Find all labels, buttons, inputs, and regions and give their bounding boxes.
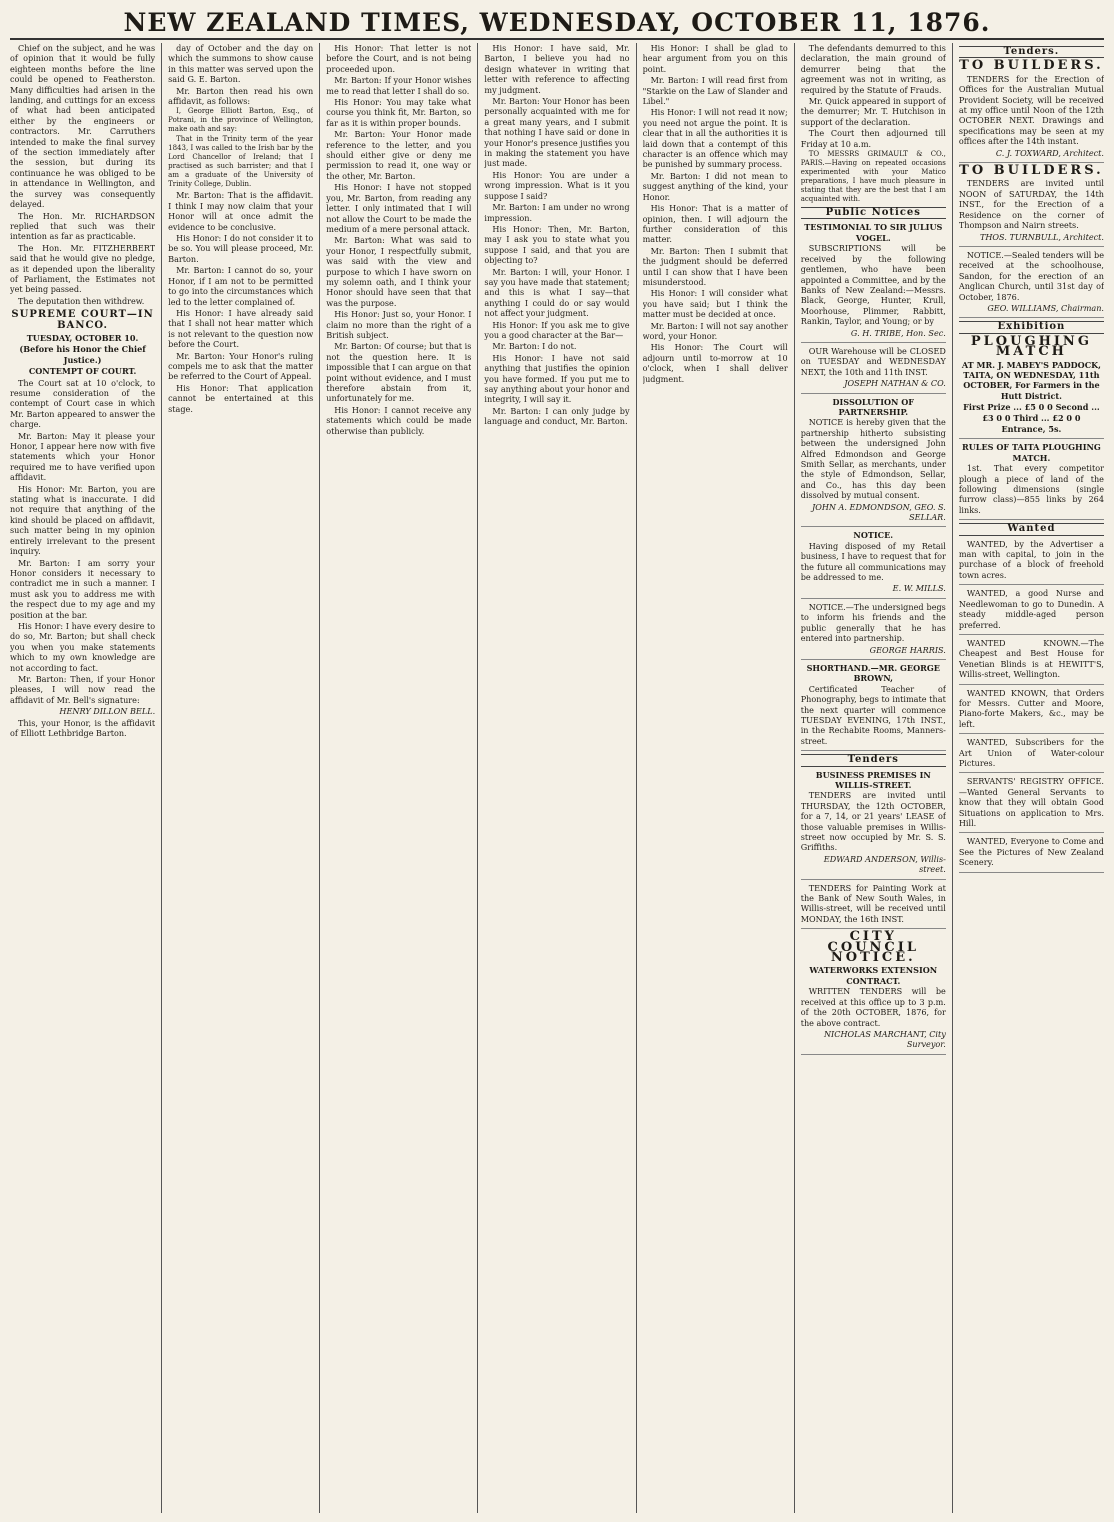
ploughing-match: [959, 333, 1104, 440]
paragraph: His Honor: That application cannot be entertained at this stage.: [168, 382, 314, 414]
tender-body: TENDERS for Painting Work at the Bank of New South Wales, in Willis-street, will be received until MONDAY, the 16th INST.: [800, 882, 946, 924]
signature: HENRY DILLON BELL.: [59, 706, 156, 717]
paragraph: His Honor: You are under a wrong impression. What is it you suppose I said?: [484, 169, 630, 201]
paragraph: Mr. Barton: May it please your Honor, I appear here now with five statements which your Honor required me to have verified upon affidavit.: [10, 430, 156, 483]
tender-willis-street: [801, 770, 946, 880]
notice-signature: JOSEPH NATHAN & CO.: [844, 378, 946, 389]
paragraph: His Honor: Then, Mr. Barton, may I ask you to state what you suppose I said, and that you are objecting to?: [484, 223, 630, 266]
paragraph: Mr. Barton: I am under no wrong impression.: [484, 202, 630, 223]
court-subheading: (Before his Honor the Chief Justice.): [19, 344, 146, 365]
paragraph: His Honor: That letter is not before the Court, and is not being proceeded upon.: [326, 43, 472, 74]
exhibition-title: PLOUGHING MATCH: [970, 333, 1092, 360]
notice-signature: JOHN A. EDMONDSON, GEO. S. SELLAR.: [811, 501, 946, 523]
notice-partnership: [801, 602, 946, 660]
wanted-ad: [959, 776, 1104, 833]
affidavit-text: That in the Trinity term of the year 1843, I was called to the Irish bar by the Lord Chancellor of Ireland; that I practised as such barrister; and that I am a graduate of the University of Trinity College, Dublin.: [168, 135, 314, 189]
tender-builders-1: [958, 58, 1104, 163]
paragraph: His Honor: I do not consider it to be so. You will please proceed, Mr. Barton.: [168, 233, 314, 264]
rules-title: RULES OF TAITA PLOUGHING MATCH.: [962, 442, 1101, 463]
column-divider: [636, 43, 637, 1513]
column-6: [801, 43, 946, 1513]
paragraph: His Honor: I shall be glad to hear argument from you on this point.: [642, 43, 788, 74]
wanted-text: WANTED, Everyone to Come and See the Pictures of New Zealand Scenery.: [958, 836, 1104, 868]
wanted-text: WANTED, a good Nurse and Needlewoman to go to Dunedin. A steady middle-aged person preferred.: [958, 588, 1104, 630]
column-1: [10, 43, 155, 1513]
paragraph: Mr. Barton: Your Honor's ruling compels me to ask that the matter be referred to the Court of Appeal.: [168, 350, 314, 382]
notice-title: SHORTHAND.—MR. GEORGE BROWN,: [806, 662, 940, 684]
notice-title: TESTIMONIAL TO SIR JULIUS VOGEL.: [804, 222, 943, 243]
wanted-text: WANTED, by the Advertiser a man with capital, to join in the purchase of a block of freehold town acres.: [958, 538, 1104, 580]
paragraph: His Honor: I have not said anything that justifies the opinion you have formed. If you put me to say anything about your honor and integrity, I will say it.: [484, 352, 630, 405]
court-heading: SUPREME COURT—IN BANCO.: [11, 309, 154, 331]
column-7: [959, 43, 1104, 1513]
paragraph: His Honor: You may take what course you think fit, Mr. Barton, so far as it is within proper bounds.: [326, 97, 472, 128]
notice-warehouse: [801, 346, 946, 394]
paragraph: Chief on the subject, and he was of opinion that it would be fully eighteen months before the line could be opened to Featherston. Many difficulties had arisen in the landing, and cuttings for an excess of what had been anticipated either by the engineers or contractors. Mr. Carruthers intended to make the final survey of the section immediately after the session, but during its continuance he was obliged to be in attendance in Wellington, and the survey was consequently delayed.: [10, 43, 156, 210]
notice-title: DISSOLUTION OF PARTNERSHIP.: [832, 396, 915, 417]
column-divider: [319, 43, 320, 1513]
notice-body: NOTICE is hereby given that the partnership hitherto subsisting between the undersigned John Alfred Edmondson and George Smith Sellar, as merchants, under the style of Edmondson, Sellar, and Co., has this day been dissolved by mutual consent.: [800, 417, 946, 501]
tenders-heading: Tenders.: [959, 46, 1104, 58]
paragraph: His Honor: The Court will adjourn until to-morrow at 10 o'clock, when I shall deliver judgment.: [642, 342, 788, 384]
tender-body: NOTICE.—Sealed tenders will be received at the schoolhouse, Sandon, for the erection of an Anglican Church, until 31st day of October, 1876.: [958, 249, 1104, 302]
paragraph: Mr. Barton then read his own affidavit, as follows:: [168, 85, 314, 107]
columns-container: [10, 38, 1104, 1513]
exhibition-body: AT MR. J. MABEY'S PADDOCK, TAITA, ON WEDNESDAY, 11th OCTOBER, For Farmers in the Hutt District.: [961, 359, 1101, 401]
tender-title: BUSINESS PREMISES IN WILLIS-STREET.: [815, 769, 931, 790]
paragraph: Mr. Barton: I am sorry your Honor considers it necessary to contradict me in such a manner. I must ask you to address me with the respect due to my age and my position at the bar.: [10, 557, 156, 620]
tender-signature: NICHOLAS MARCHANT, City Surveyor.: [823, 1028, 946, 1050]
wanted-text: SERVANTS' REGISTRY OFFICE.—Wanted General Servants to know that they will obtain Good Situations on application to Mrs. Hill.: [958, 776, 1104, 828]
paragraph: The Hon. Mr. FITZHERBERT said that he would give no pledge, as it depended upon the liberality of Parliament, the Estimates not yet being passed.: [10, 242, 156, 295]
notice-body: NOTICE.—The undersigned begs to inform his friends and the public generally that he has entered into partnership.: [800, 601, 946, 644]
paragraph: Mr. Barton: Then, if your Honor pleases, I will now read the affidavit of Mr. Bell's signature:: [10, 673, 156, 705]
tender-builders-2: [958, 163, 1104, 247]
paragraph: Mr. Barton: What was said to your Honor, I respectfully submit, was said with the view and purpose to which I have sworn on my solemn oath, and I think your Honor should have seen that that was the purpose.: [326, 235, 472, 308]
paragraph: The deputation then withdrew.: [18, 295, 145, 306]
paragraph: The Hon. Mr. RICHARDSON replied that such was their intention as far as practicable.: [10, 210, 156, 242]
notice-title: NOTICE.: [853, 530, 894, 541]
tender-subtitle: WATERWORKS EXTENSION CONTRACT.: [809, 965, 938, 986]
notice-signature: GEORGE HARRIS.: [869, 644, 946, 655]
paragraph: Mr. Quick appeared in support of the demurrer; Mr. T. Hutchison in support of the declaration.: [800, 96, 946, 127]
wanted-ad: [959, 688, 1104, 735]
tender-title: TO BUILDERS.: [959, 58, 1104, 74]
notice-signature: G. H. TRIBE, Hon. Sec.: [850, 327, 946, 338]
column-divider: [477, 43, 478, 1513]
column-divider: [794, 43, 795, 1513]
paragraph: His Honor: I will not read it now; you need not argue the point. It is clear that in all the authorities it is laid down that a contempt of this character is an offence which may be punished by summary process.: [642, 107, 788, 170]
notice-retail: [801, 530, 946, 598]
notice-shorthand: [801, 663, 946, 751]
tenders-heading: Tenders: [801, 754, 946, 766]
tender-title: CITY COUNCIL NOTICE.: [827, 929, 919, 966]
advertisement-text: TO MESSRS GRIMAULT & CO., PARIS.—Having on repeated occasions experimented with your Matico preparations, I have much pleasure in stating that they are the best that I am acquainted with.: [800, 150, 946, 204]
notice-body: Having disposed of my Retail business, I have to request that for the future all communications may be addressed to me.: [800, 540, 946, 583]
paragraph: Mr. Barton: Then I submit that the judgment should be deferred until I can show that I have been misunderstood.: [642, 245, 788, 287]
paragraph: His Honor: I have already said that I shall not hear matter which is not relevant to the question now before the Court.: [168, 307, 314, 350]
paragraph: His Honor: I have every desire to do so, Mr. Barton; but shall check you when you make statements which to my own knowledge are not according to fact.: [10, 620, 156, 673]
paragraph: His Honor: I have said, Mr. Barton, I believe you had no design whatever in writing that letter with reference to affecting my judgment.: [484, 43, 630, 95]
tender-church: [959, 250, 1104, 318]
tender-body: TENDERS for the Erection of Offices for the Australian Mutual Provident Society, will be received at my office until Noon of the 12th OCTOBER NEXT. Drawings and specifications may be seen at my offices after the 14th instant.: [958, 73, 1104, 147]
wanted-ad: [959, 539, 1104, 586]
paragraph: day of October and the day on which the summons to show cause in this matter was served upon the said G. E. Barton.: [168, 43, 314, 85]
column-divider: [952, 43, 953, 1513]
wanted-text: WANTED, Subscribers for the Art Union of Water-colour Pictures.: [958, 737, 1104, 768]
wanted-text: WANTED KNOWN.—The Cheapest and Best House for Venetian Blinds is at HEWITT'S, Willis-street, Wellington.: [958, 637, 1104, 680]
column-3: [326, 43, 471, 1513]
exhibition-heading: Exhibition: [959, 321, 1104, 333]
court-case: CONTEMPT OF COURT.: [28, 366, 137, 377]
masthead: [10, 6, 1104, 38]
paragraph: His Honor: I will consider what you have said; but I think the matter must be decided at once.: [642, 288, 788, 320]
tender-title: TO BUILDERS.: [959, 163, 1104, 179]
wanted-heading: Wanted: [959, 523, 1104, 535]
wanted-text: WANTED KNOWN, that Orders for Messrs. Cutter and Moore, Piano-forte Makers, &c., may be left.: [958, 687, 1104, 729]
rules-body: 1st. That every competitor plough a piece of land of the following dimensions (single furrow class)—855 links by 264 links.: [958, 463, 1104, 515]
court-date: TUESDAY, OCTOBER 10.: [26, 332, 139, 343]
paragraph: Mr. Barton: That is the affidavit. I think I may now claim that your Honor will at once admit the evidence to be conclusive.: [168, 190, 314, 232]
tender-signature: GEO. WILLIAMS, Chairman.: [987, 302, 1104, 313]
tender-body: TENDERS are invited until THURSDAY, the 12th OCTOBER, for a 7, 14, or 21 years' LEASE of those valuable premises in Willis-street now occupied by Mr. S. S. Griffiths.: [800, 790, 946, 853]
tender-painting: [801, 883, 946, 930]
affidavit-text: I, George Elliott Barton, Esq., of Potrani, in the province of Wellington, make oath and say:: [168, 107, 314, 134]
paragraph: Mr. Barton: Of course; but that is not the question here. It is impossible that I can argue on that point without evidence, and I must therefore abstain from it, unfortunately for me.: [326, 341, 472, 404]
public-notices-heading: Public Notices: [801, 207, 946, 219]
exhibition-prizes: First Prize ... £5 0 0 Second ... £3 0 0 Third ... £2 0 0: [963, 402, 1100, 423]
paragraph: His Honor: That is a matter of opinion, then. I will adjourn the further consideration of this matter.: [642, 203, 788, 245]
paragraph: This, your Honor, is the affidavit of Elliott Lethbridge Barton.: [10, 717, 156, 738]
notice-body: Certificated Teacher of Phonography, begs to intimate that the next quarter will commence TUESDAY EVENING, 17th INST., in the Rechabite Rooms, Manners-street.: [800, 683, 946, 746]
paragraph: The Court sat at 10 o'clock, to resume consideration of the contempt of Court case in which Mr. Barton appeared to answer the charge.: [10, 377, 156, 430]
paragraph: His Honor: I have not stopped you, Mr. Barton, from reading any letter. I only intimated that I will not allow the Court to be made the medium of a mere personal attack.: [326, 182, 472, 234]
wanted-ad: [959, 737, 1104, 773]
tender-city-council: [800, 929, 946, 1054]
paragraph: Mr. Barton: I did not mean to suggest anything of the kind, your Honor.: [642, 170, 788, 202]
paragraph: The Court then adjourned till Friday at 10 a.m.: [800, 128, 946, 149]
paragraph: His Honor: Just so, your Honor. I claim no more than the right of a British subject.: [326, 309, 472, 340]
wanted-ad: [959, 638, 1104, 685]
column-2: [168, 43, 313, 1513]
paragraph: The defendants demurred to this declaration, the main ground of demurrer being that the agreement was not in writing, as required by the Statute of Frauds.: [800, 43, 946, 95]
tender-signature: C. J. TOXWARD, Architect.: [995, 147, 1104, 158]
paragraph: His Honor: I cannot receive any statements which could be made otherwise than publicly.: [326, 404, 472, 436]
exhibition-entrance: Entrance, 5s.: [1001, 424, 1062, 434]
column-4: [484, 43, 629, 1513]
notice-body: SUBSCRIPTIONS will be received by the following gentlemen, who have been appointed a Committee, and by the Banks of New Zealand:—Messrs. Black, George, Hunter, Krull, Moorhouse, Plimmer, Rabbitt, Rankin, Taylor, and Young; or by: [800, 243, 946, 327]
ploughing-rules: [959, 442, 1104, 520]
paragraph: Mr. Barton: I will, your Honor. I say you have made that statement; and this is what I say—that anything I could do or say would not affect your judgment.: [484, 266, 630, 319]
paragraph: Mr. Barton: I will read first from "Starkie on the Law of Slander and Libel.": [642, 75, 788, 107]
paragraph: Mr. Barton: I will not say another word, your Honor.: [642, 320, 788, 341]
paragraph: Mr. Barton: I can only judge by language and conduct, Mr. Barton.: [484, 405, 630, 427]
column-divider: [161, 43, 162, 1513]
tender-signature: THOS. TURNBULL, Architect.: [979, 231, 1104, 242]
paragraph: Mr. Barton: If your Honor wishes me to read that letter I shall do so.: [326, 75, 472, 96]
paragraph: Mr. Barton: I do not.: [492, 341, 577, 352]
notice-testimonial: [801, 222, 946, 342]
notice-body: OUR Warehouse will be CLOSED on TUESDAY and WEDNESDAY NEXT, the 10th and 11th INST.: [800, 345, 946, 377]
paragraph: Mr. Barton: I cannot do so, your Honor, if I am not to be permitted to go into the circumstances which led to the letter complained of.: [168, 265, 314, 307]
tender-body: TENDERS are invited until NOON of SATURDAY, the 14th INST., for the Erection of a Residence on the corner of Thompson and Nairn streets.: [958, 178, 1104, 231]
paragraph: Mr. Barton: Your Honor has been personally acquainted with me for a great many years, and I submit that nothing I have said or done in your Honor's presence justifies you in making the statement you have just made.: [484, 96, 630, 169]
tender-body: WRITTEN TENDERS will be received at this office up to 3 p.m. of the 20th OCTOBER, 1876, for the above contract.: [800, 986, 946, 1028]
notice-dissolution: [801, 397, 946, 528]
notice-signature: E. W. MILLS.: [892, 583, 946, 594]
wanted-ad: [959, 836, 1104, 872]
masthead-title: NEW ZEALAND TIMES, WEDNESDAY, OCTOBER 11, 1876.: [123, 8, 991, 37]
paragraph: Mr. Barton: Your Honor made reference to the letter, and you should either give or deny me permission to read it, one way or the other, Mr. Barton.: [326, 129, 472, 181]
wanted-ad: [959, 588, 1104, 635]
column-5: [643, 43, 788, 1513]
tender-signature: EDWARD ANDERSON, Willis-street.: [823, 853, 946, 875]
paragraph: His Honor: If you ask me to give you a good character at the Bar—: [484, 319, 630, 340]
paragraph: His Honor: Mr. Barton, you are stating what is inaccurate. I did not require that anything of the kind should be placed on affidavit, such matter being in my opinion entirely irrelevant to the present inquiry.: [10, 483, 156, 557]
